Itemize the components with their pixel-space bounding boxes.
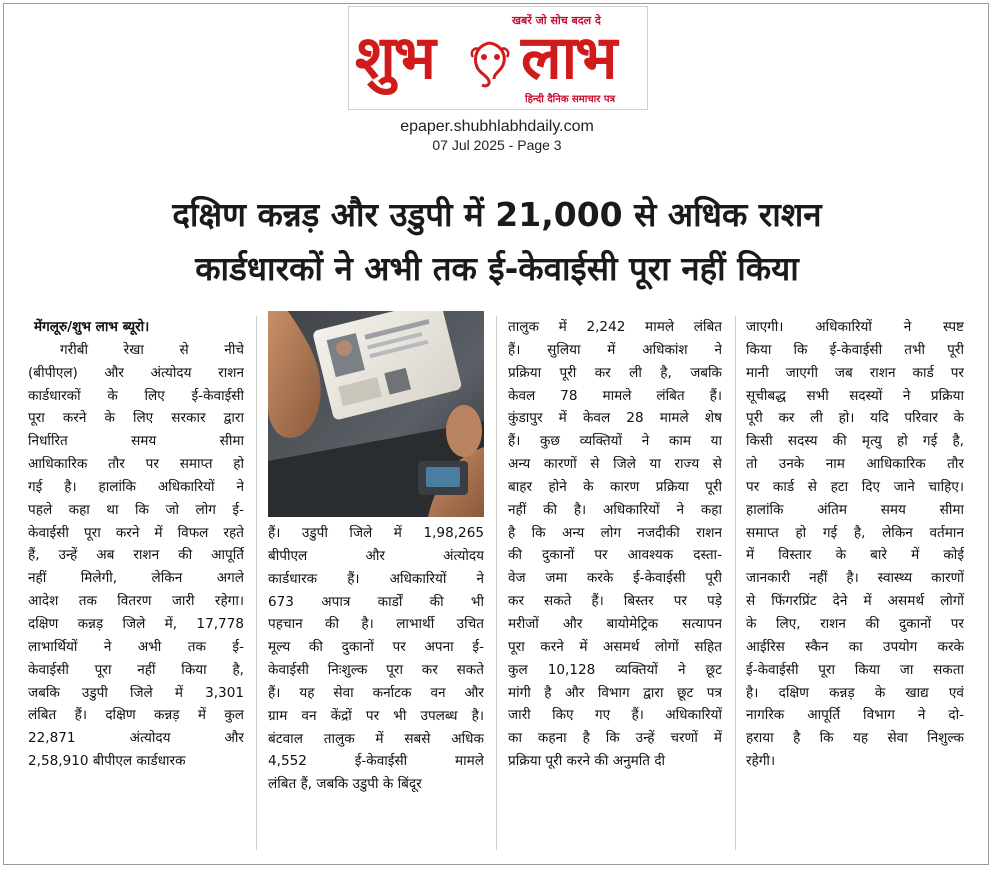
article-column-1: [28, 316, 244, 773]
article-line: केवाईसी पूरा नहीं किया है,: [28, 661, 244, 678]
article-line: ई-केवाईसी पूरा किया जा सकता: [746, 661, 964, 678]
article-line: जबकि उडुपी जिले में 3,301: [28, 684, 244, 701]
article-line: हालांकि अंतिम समय सीमा: [746, 501, 964, 518]
edition-date-page: 07 Jul 2025 - Page 3: [432, 137, 562, 153]
article-line: नहीं की है। अधिकारियों ने कहा: [508, 501, 722, 518]
masthead-tagline: खबरें जो सोच बदल दे: [512, 14, 601, 27]
article-line: कार्डधारकों के लिए ई-केवाईसी: [28, 387, 244, 404]
article-line: से फिंगरप्रिंट देने में असमर्थ लोगों: [746, 593, 964, 610]
article-line: ग्राम वन केंद्रों पर भी उपलब्ध है।: [268, 707, 484, 724]
article-line: सूचीबद्ध सभी सदस्यों ने प्रक्रिया: [746, 387, 964, 404]
article-line: केवाईसी पूरा करने में विफल रहते: [28, 524, 244, 541]
column-3-text: [508, 316, 722, 773]
article-line: तालुक में 2,242 मामले लंबित: [508, 319, 722, 335]
column-2-text: [268, 522, 484, 796]
article-line: निर्धारित समय सीमा: [28, 433, 244, 450]
article-line: तो उनके नाम आधिकारिक तौर: [746, 456, 964, 473]
article-line: पूरा करने के लिए सरकार द्वारा: [28, 410, 244, 427]
article-line: आदेश तक वितरण जारी रहेगा।: [28, 593, 244, 610]
article-column-2: [268, 522, 484, 796]
column-divider: [496, 316, 497, 850]
article-column-4: [746, 316, 964, 773]
article-line: केवल 78 मामले लंबित हैं।: [508, 387, 722, 404]
column-4-text: [746, 316, 964, 773]
article-line: मरीजों और बायोमेट्रिक सत्यापन: [508, 615, 722, 632]
article-line: दक्षिण कन्नड़ जिले में, 17,778: [28, 615, 244, 632]
article-line: रहेगी।: [746, 753, 776, 770]
article-line: बंटवाल तालुक में सबसे अधिक: [268, 730, 484, 747]
article-photo: [268, 311, 484, 517]
article-line: लाभार्थियों ने अभी तक ई-: [28, 638, 244, 655]
article-line: बाहर होने के कारण प्रक्रिया पूरी: [508, 478, 722, 495]
article-line: मानी जाएगी जब राशन कार्ड पर: [746, 364, 964, 381]
article-line: बीपीएल और अंत्योदय: [268, 547, 484, 564]
article-line: का कहना है कि उन्हें चरणों में: [508, 730, 722, 747]
article-line: हैं। कुछ व्यक्तियों ने काम या: [508, 433, 722, 450]
article-line: 4,552 ई-केवाईसी मामले: [268, 753, 484, 770]
article-line: नागरिक आपूर्ति विभाग ने दो-: [746, 707, 964, 724]
article-line: प्रक्रिया पूरी कर ली है, जबकि: [508, 364, 722, 381]
ration-card-photo-image: [268, 311, 484, 517]
article-line: जाएगी। अधिकारियों ने स्पष्ट: [746, 319, 964, 335]
article-line: पूरी कर ली हो। यदि परिवार के: [746, 410, 964, 427]
article-line: हैं, उन्हें अब राशन की आपूर्ति: [28, 547, 244, 564]
article-line: अन्य कारणों से जिले या राज्य से: [508, 456, 722, 473]
article-line: के लिए, राशन की दुकानों पर: [746, 615, 964, 632]
edition-url[interactable]: epaper.shubhlabhdaily.com: [400, 118, 594, 135]
column-divider: [256, 316, 257, 850]
article-line: 673 अपात्र कार्डों की भी: [268, 593, 484, 610]
article-line: 2,58,910 बीपीएल कार्डधारक: [28, 753, 186, 770]
article-line: पहचान की है। लाभार्थी उचित: [268, 616, 484, 633]
article-line: आईरिस स्कैन का उपयोग करके: [746, 638, 964, 655]
article-line: हैं। उडुपी जिले में 1,98,265: [268, 525, 484, 541]
article-column-3: [508, 316, 722, 773]
masthead-subtitle: हिन्दी दैनिक समाचार पत्र: [525, 94, 616, 105]
article-line: कार्डधारक हैं। अधिकारियों ने: [268, 570, 484, 587]
article-line: केवाईसी निःशुल्क पूरा कर सकते: [268, 662, 484, 679]
article-line: 22,871 अंत्योदय और: [28, 730, 244, 747]
headline-line-2: कार्डधारकों ने अभी तक ई-केवाईसी पूरा नहीं किया: [195, 249, 799, 288]
article-line: कुल 10,128 व्यक्तियों ने छूट: [508, 661, 722, 678]
article-line: जानकारी नहीं है। स्वास्थ्य कारणों: [746, 570, 964, 587]
article-line: नहीं मिलेगी, लेकिन अगले: [28, 570, 244, 587]
article-line: लंबित हैं, जबकि उडुपी के बिंदूर: [268, 776, 422, 793]
article-line: आधिकारिक तौर पर समाप्त हो: [28, 456, 244, 473]
article-line: पूरा करने में असमर्थ लोगों सहित: [508, 638, 722, 655]
article-headline: [0, 188, 994, 296]
masthead-name-right: लाभ: [521, 23, 616, 93]
article-line: वेज जमा करके ई-केवाईसी पूरी: [508, 570, 722, 587]
article-line: हराया है कि यह सेवा निशुल्क: [746, 730, 964, 747]
article-line: है। दक्षिण कन्नड़ के खाद्य एवं: [746, 684, 964, 701]
article-line: पहले कहा था कि जो लोग ई-: [28, 501, 244, 518]
column-1-text: [28, 339, 244, 773]
article-line: गई है। हालांकि अधिकारियों ने: [28, 478, 244, 495]
article-line: पर कार्ड से हटा दिए जाने चाहिए।: [746, 478, 964, 495]
article-line: हैं। यह सेवा कर्नाटक वन और: [268, 684, 484, 701]
article-byline: मेंगलूरु/शुभ लाभ ब्यूरो।: [34, 319, 150, 335]
masthead-logo[interactable]: [348, 6, 648, 110]
article-line: जारी किए गए हैं। अधिकारियों: [508, 707, 722, 724]
article-line: प्रक्रिया पूरी करने की अनुमति दी: [508, 753, 666, 770]
article-line: कर सकते हैं। बिस्तर पर पड़े: [508, 593, 722, 610]
article-line: लंबित हैं। दक्षिण कन्नड़ में कुल: [28, 707, 244, 724]
article-line: की दुकानों पर आवश्यक दस्ता-: [508, 547, 722, 564]
article-line: गरीबी रेखा से नीचे: [60, 341, 244, 358]
column-divider: [735, 316, 736, 850]
masthead-name-left: शुभ: [355, 23, 434, 93]
article-line: (बीपीएल) और अंत्योदय राशन: [28, 364, 244, 381]
article-line: मूल्य की दुकानों पर अपना ई-: [268, 639, 484, 656]
article-line: समाप्त हो गई है, लेकिन वर्तमान: [746, 524, 964, 541]
article-line: किया कि ई-केवाईसी तभी पूरी: [746, 341, 964, 358]
article-line: हैं। सुलिया में अधिकांश ने: [508, 341, 722, 358]
article-line: मांगी है और विभाग द्वारा छूट पत्र: [508, 684, 722, 701]
ganesh-icon: [467, 39, 513, 89]
article-line: किसी सदस्य की मृत्यु हो गई है,: [746, 433, 964, 450]
headline-line-1: दक्षिण कन्नड़ और उडुपी में 21,000 से अधिक राशन: [172, 195, 822, 234]
article-line: कुंडापुर में केवल 28 मामले शेष: [508, 410, 722, 427]
article-line: है कि अन्य लोग नजदीकी राशन: [508, 524, 722, 541]
article-line: में विस्तार के बारे में कोई: [746, 547, 964, 564]
